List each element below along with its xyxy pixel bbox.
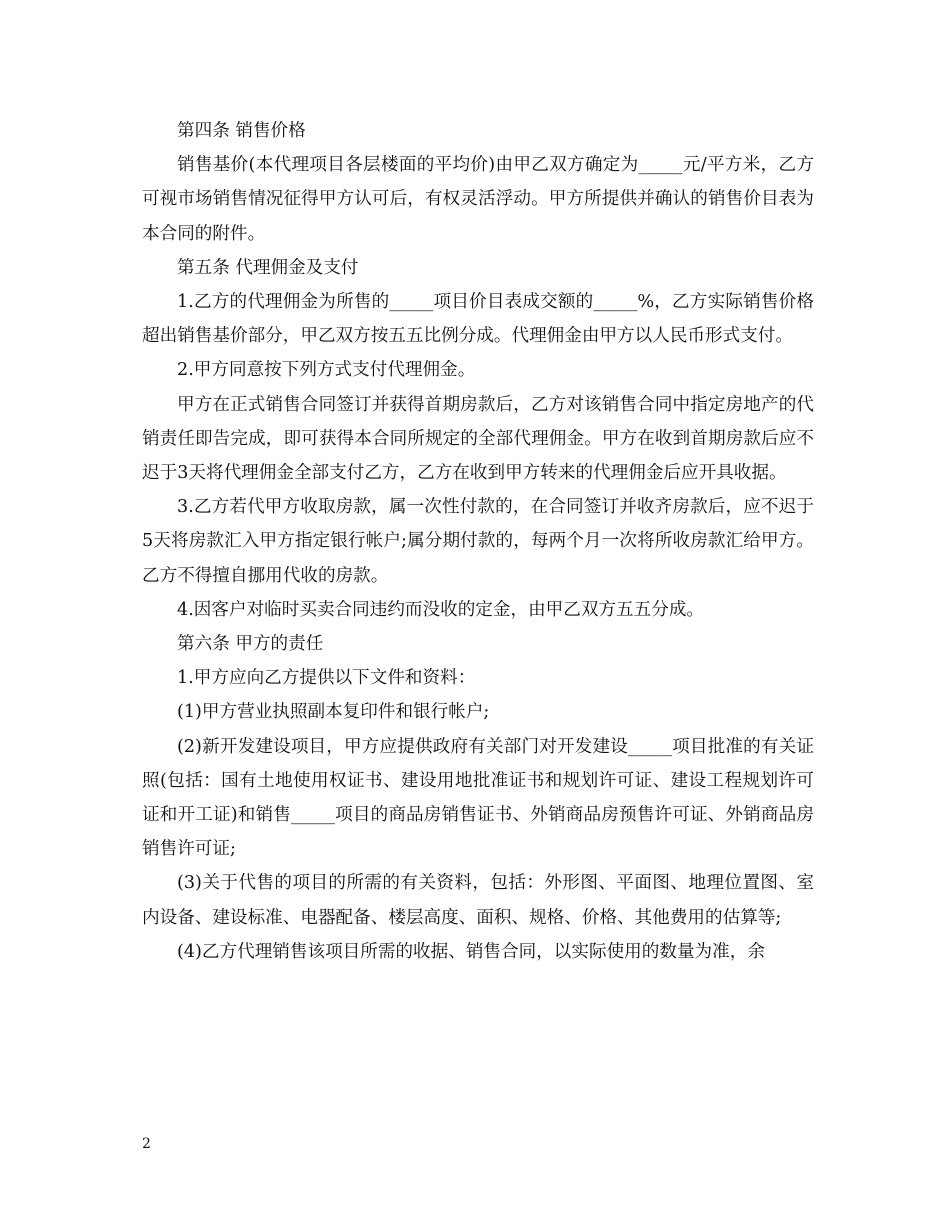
article-6-heading: 第六条 甲方的责任 [177,634,324,655]
page-number: 2 [142,1136,151,1152]
article-4-heading: 第四条 销售价格 [177,121,306,141]
article-5-heading: 第五条 代理佣金及支付 [177,257,359,278]
document-body [142,114,814,969]
list-item-3: (3)关于代售的项目的所需的有关资料，包括：外形图、平面图、地理位置图、室内设备、建设标准、电器配备、楼层高度、面积、规格、价格、其他费用的估算等; [142,873,814,928]
paragraph-payment-method: 2.甲方同意按下列方式支付代理佣金。 [177,360,476,381]
paragraph-collection: 3.乙方若代甲方收取房款，属一次性付款的，在合同签订并收齐房款后，应不迟于5天将房款汇入甲方指定银行帐户;属分期付款的，每两个月一次将所收房款汇给甲方。乙方不得擅自挪用代收的房款。 [142,497,814,586]
paragraph-payment-terms: 甲方在正式销售合同签订并获得首期房款后，乙方对该销售合同中指定房地产的代销责任即告完成，即可获得本合同所规定的全部代理佣金。甲方在收到首期房款后应不迟于3天将代理佣金全部支付乙方，乙方在收到甲方转来的代理佣金后应开具收据。 [142,394,814,484]
list-item-1: (1)甲方营业执照副本复印件和银行帐户; [177,702,490,723]
list-item-2: (2)新开发建设项目，甲方应提供政府有关部门对开发建设_____项目批准的有关证照(包括：国有土地使用权证书、建设用地批准证书和规划许可证、建设工程规划许可证和开工证)和销售_____项目的商品房销售证书、外销商品房预售许可证、外销商品房销售许可证; [142,736,814,860]
paragraph-commission-rate: 1.乙方的代理佣金为所售的_____项目价目表成交额的_____%，乙方实际销售价格超出销售基价部分，甲乙双方按五五比例分成。代理佣金由甲方以人民币形式支付。 [142,292,814,347]
paragraph-documents: 1.甲方应向乙方提供以下文件和资料： [177,668,476,689]
list-item-4: (4)乙方代理销售该项目所需的收据、销售合同，以实际使用的数量为准，余 [177,941,765,962]
paragraph-deposit: 4.因客户对临时买卖合同违约而没收的定金，由甲乙双方五五分成。 [177,599,705,620]
paragraph-base-price: 销售基价(本代理项目各层楼面的平均价)由甲乙双方确定为_____元/平方米，乙方可视市场销售情况征得甲方认可后，有权灵活浮动。甲方所提供并确认的销售价目表为本合同的附件。 [142,155,814,244]
